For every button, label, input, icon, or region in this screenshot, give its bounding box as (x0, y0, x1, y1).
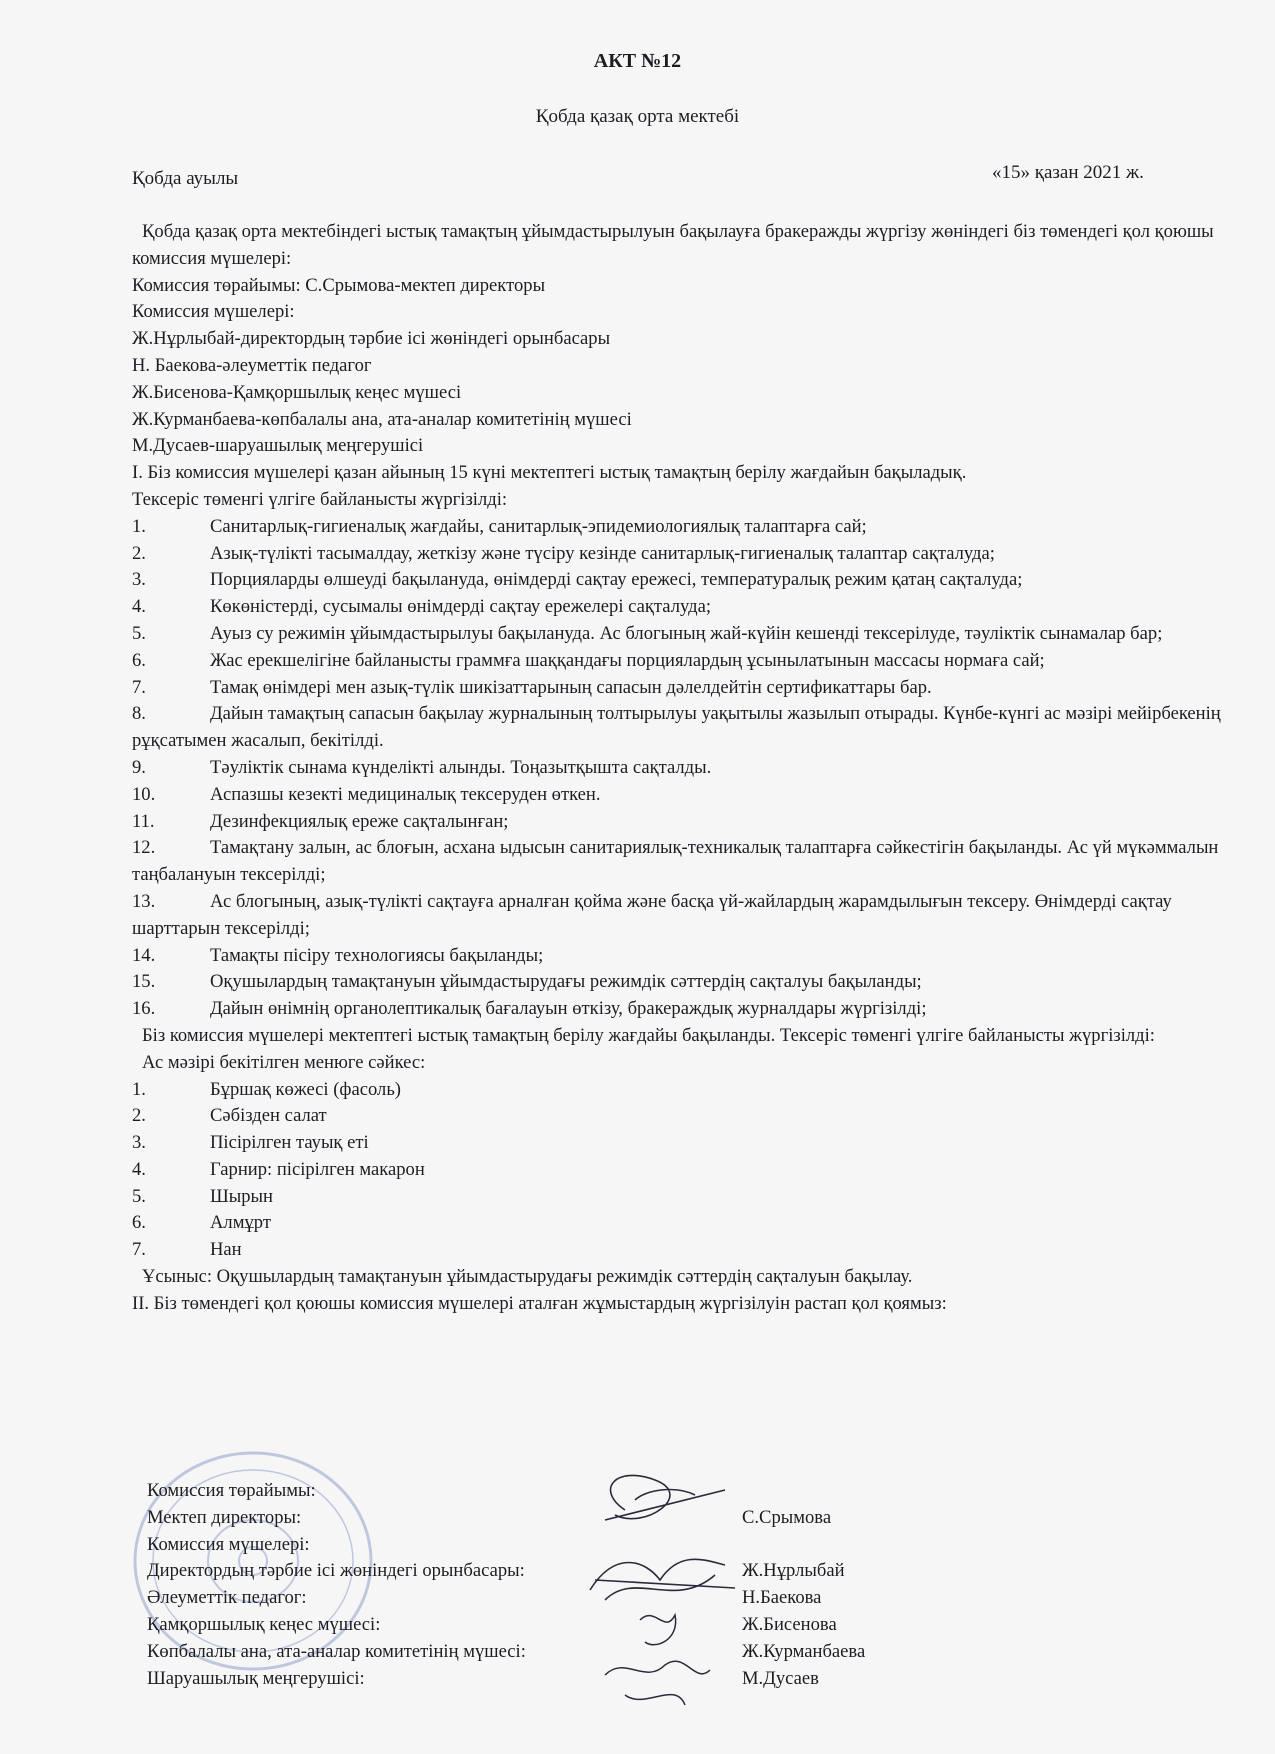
check-text: Тамақ өнімдері мен азық-түлік шикізаттарының сапасын дәлелдейтін сертификаттары бар. (210, 676, 932, 698)
check-number: 3. (132, 569, 146, 591)
check-text: Тамақтану залын, ас блоғын, асхана ыдысын санитариялық-техникалық талаптарға сәйкестігін бақыланды. Ас үй мүкәммалын таңбалануын тексерілді; (132, 837, 1219, 886)
check-item (132, 755, 1237, 782)
menu-text: Пісірілген тауық еті (210, 1132, 369, 1154)
observation-paragraph: Біз комиссия мүшелері мектептегі ыстық тамақтың берілу жағдайы бақыланды. Тексеріс төменгі үлгіге байланысты жүргізілді: (142, 1024, 1155, 1046)
village-name: Қобда ауылы (132, 168, 239, 189)
check-number: 11. (132, 810, 155, 832)
signature-row (147, 1639, 1147, 1666)
check-item (132, 996, 1237, 1023)
document-title: АКТ №12 (593, 50, 682, 72)
member-line: Ж.Курманбаева-көпбалалы ана, ата-аналар комитетінің мүшесі (132, 408, 632, 430)
menu-item (132, 1103, 1237, 1130)
school-name: Қобда қазақ орта мектебі (535, 106, 740, 127)
check-text: Тәуліктік сынама күнделікті алынды. Тоңазытқышта сақталды. (210, 756, 712, 778)
menu-number: 6. (132, 1212, 146, 1234)
check-number: 9. (132, 756, 146, 778)
signature-label: Қамқоршылық кеңес мүшесі: (147, 1613, 381, 1635)
menu-item (132, 1237, 1237, 1264)
check-number: 2. (132, 542, 146, 564)
signature-name: М.Дусаев (742, 1667, 819, 1689)
check-text: Ас блогының, азық-түлікті сақтауға арналған қойма және басқа үй-жайлардың жарамдылығын тексеру. Өнімдерді сақтау шарттарын тексерілді; (132, 890, 1172, 939)
check-text: Санитарлық-гигиеналық жағдайы, санитарлық-эпидемиологиялық талаптарға сай; (210, 515, 867, 537)
member-line: М.Дусаев-шаруашылық меңгерушісі (132, 435, 424, 457)
commission-chair: Комиссия төрайымы: С.Срымова-мектеп директоры (132, 274, 546, 296)
menu-number: 7. (132, 1239, 146, 1261)
check-number: 12. (132, 837, 156, 859)
menu-item (132, 1077, 1237, 1104)
check-item (132, 943, 1237, 970)
check-item (132, 541, 1237, 568)
check-number: 5. (132, 622, 146, 644)
signature-name: Ж.Нұрлыбай (742, 1560, 845, 1582)
signature-name (742, 1532, 1147, 1559)
part-one-statement: І. Біз комиссия мүшелері қазан айының 15 күні мектептегі ыстық тамақтың берілу жағдайын бақыладық. (132, 462, 967, 484)
check-number: 7. (132, 676, 146, 698)
signature-row (147, 1666, 1147, 1693)
menu-item (132, 1130, 1237, 1157)
signature-row (147, 1505, 1147, 1532)
check-number: 4. (132, 596, 146, 618)
check-item (132, 889, 1237, 943)
check-item (132, 675, 1237, 702)
check-item (132, 648, 1237, 675)
check-item (132, 782, 1237, 809)
check-number: 6. (132, 649, 146, 671)
menu-number: 2. (132, 1105, 146, 1127)
check-number: 14. (132, 944, 156, 966)
menu-number: 5. (132, 1185, 146, 1207)
check-text: Дайын өнімнің органолептикалық бағалауын өткізу, бракераждық журналдары жүргізілді; (210, 998, 927, 1020)
check-text: Көкөністерді, сусымалы өнімдерді сақтау ережелері сақталуда; (210, 596, 711, 618)
menu-text: Бұршақ көжесі (фасоль) (210, 1078, 401, 1100)
menu-text: Шырын (210, 1185, 273, 1207)
check-item (132, 969, 1237, 996)
menu-number: 3. (132, 1132, 146, 1154)
signature-row (147, 1585, 1147, 1612)
signature-label: Комиссия төрайымы: (147, 1480, 316, 1501)
signature-label: Әлеуметтік педагог: (147, 1587, 307, 1609)
check-item (132, 594, 1237, 621)
check-text: Тамақты пісіру технологиясы бақыланды; (210, 944, 544, 966)
check-text: Оқушылардың тамақтануын ұйымдастырудағы режимдік сәттердің сақталуы бақыланды; (210, 971, 922, 993)
check-number: 13. (132, 890, 156, 912)
check-number: 16. (132, 998, 156, 1020)
signature-row (147, 1478, 1147, 1505)
signature-label: Көпбалалы ана, ата-аналар комитетінің мүшесі: (147, 1640, 526, 1662)
check-text: Жас ерекшелігіне байланысты граммға шаққандағы порциялардың ұсынылатынын массасы нормаға сай; (210, 649, 1045, 671)
check-text: Аспазшы кезекті медициналық тексеруден өткен. (210, 783, 601, 805)
recommendation: Ұсыныс: Оқушылардың тамақтануын ұйымдастырудағы режимдік сәттердің сақталуын бақылау. (142, 1266, 913, 1288)
check-number: 8. (132, 703, 146, 725)
intro-paragraph: Қобда қазақ орта мектебіндегі ыстық тамақтың ұйымдастырылуын бақылауға бракеражды жүргізу жөніндегі біз төмендегі қол қоюшы комиссия мүшелері: (132, 221, 1214, 269)
document-date: «15» қазан 2021 ж. (992, 162, 1144, 183)
check-number: 1. (132, 515, 146, 537)
menu-text: Сәбізден салат (210, 1105, 327, 1127)
check-item (132, 809, 1237, 836)
signature-row (147, 1558, 1147, 1585)
signature-label: Шаруашылық меңгерушісі: (147, 1667, 365, 1689)
menu-text: Нан (210, 1239, 242, 1261)
check-number: 10. (132, 783, 156, 805)
signature-name: Н.Баекова (742, 1587, 822, 1609)
signature-row (147, 1532, 1147, 1559)
signature-label: Директордың тәрбие ісі жөніндегі орынбасары: (147, 1560, 525, 1582)
signature-name: С.Срымова (742, 1506, 832, 1528)
signature-name (742, 1478, 1147, 1505)
check-item (132, 835, 1237, 889)
menu-text: Гарнир: пісірілген макарон (210, 1158, 425, 1180)
member-line: Ж.Нұрлыбай-директордың тәрбие ісі жөніндегі орынбасары (132, 328, 611, 350)
check-item (132, 621, 1237, 648)
signature-label: Мектеп директоры: (147, 1506, 302, 1528)
check-item (132, 701, 1237, 755)
signature-name: Ж.Бисенова (742, 1613, 837, 1635)
check-text: Дезинфекциялық ереже сақталынған; (210, 810, 509, 832)
menu-item (132, 1157, 1237, 1184)
menu-number: 1. (132, 1078, 146, 1100)
part-two-statement: ІІ. Біз төмендегі қол қоюшы комиссия мүшелері аталған жұмыстардың жүргізілуін растап қол қоямыз: (132, 1292, 947, 1314)
check-item (132, 514, 1237, 541)
menu-text: Алмұрт (210, 1212, 271, 1234)
check-item (132, 567, 1237, 594)
document-body (132, 219, 1237, 1318)
check-text: Азық-түлікті тасымалдау, жеткізу және түсіру кезінде санитарлық-гигиеналық талаптар сақталуда; (210, 542, 995, 564)
signature-block (147, 1478, 1147, 1692)
check-text: Порцияларды өлшеуді бақылануда, өнімдерді сақтау ережесі, температуралық режим қатаң сақталуда; (210, 569, 1023, 591)
check-text: Дайын тамақтың сапасын бақылау журналының толтырылуы уақытылы жазылып отырады. Күнбе-күнгі ас мәзірі мейірбекенің рұқсатымен жасалып, бекітілді. (132, 703, 1221, 752)
menu-heading: Ас мәзірі бекітілген менюге сәйкес: (142, 1051, 426, 1073)
menu-number: 4. (132, 1158, 146, 1180)
member-line: Н. Баекова-әлеуметтік педагог (132, 354, 372, 376)
signature-name: Ж.Курманбаева (742, 1640, 866, 1662)
members-heading: Комиссия мүшелері: (132, 301, 295, 323)
check-heading: Тексеріс төменгі үлгіге байланысты жүргізілді: (132, 488, 508, 510)
check-number: 15. (132, 971, 156, 993)
check-text: Ауыз су режимін ұйымдастырылуы бақылануда. Ас блогының жай-күйін кешенді тексерілуде, тәуліктік сынамалар бар; (210, 622, 1163, 644)
menu-item (132, 1184, 1237, 1211)
member-line: Ж.Бисенова-Қамқоршылық кеңес мүшесі (132, 381, 462, 403)
menu-item (132, 1210, 1237, 1237)
signature-label: Комиссия мүшелері: (147, 1533, 310, 1555)
signature-row (147, 1612, 1147, 1639)
